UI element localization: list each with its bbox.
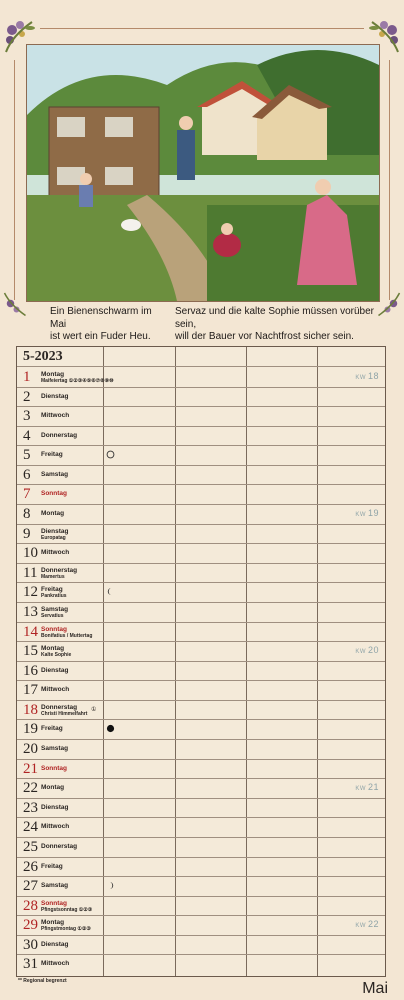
day-name: Dienstag bbox=[41, 392, 69, 400]
proverb-right-line-1: Servaz und die kalte Sophie müssen vorüber sein, bbox=[175, 306, 375, 330]
month-year-header: 5-2023 bbox=[23, 349, 63, 364]
day-number: 4 bbox=[23, 427, 31, 444]
day-name: Mittwoch bbox=[41, 686, 70, 694]
calendar-week-prefix: KW bbox=[355, 649, 366, 656]
proverb-left-line-2: ist wert ein Fuder Heu. bbox=[50, 331, 151, 342]
day-name: Dienstag bbox=[41, 803, 69, 811]
holiday-label: Pfingstsonntag ①②③ bbox=[41, 906, 93, 913]
day-row[interactable] bbox=[17, 837, 385, 857]
proverb-right-line-2: will der Bauer vor Nachtfrost sicher sein. bbox=[175, 331, 354, 342]
day-row[interactable] bbox=[17, 700, 385, 720]
day-row[interactable] bbox=[17, 504, 385, 524]
day-number: 23 bbox=[23, 799, 38, 816]
day-row[interactable] bbox=[17, 563, 385, 583]
moon-phase-full-icon bbox=[106, 450, 115, 459]
day-name: Donnerstag bbox=[41, 566, 78, 574]
day-row[interactable] bbox=[17, 719, 385, 739]
day-row[interactable] bbox=[17, 817, 385, 837]
day-row[interactable] bbox=[17, 778, 385, 798]
day-name: Sonntag bbox=[41, 899, 67, 907]
day-name: Montag bbox=[41, 645, 65, 653]
day-name: Montag bbox=[41, 784, 65, 792]
day-row[interactable] bbox=[17, 954, 385, 974]
holiday-label: Maifeiertag ①②③④⑤⑥⑦⑧⑨⑩ bbox=[41, 378, 114, 384]
day-name: Montag bbox=[41, 371, 65, 378]
day-number: 29 bbox=[23, 917, 38, 934]
calendar-week-label: KW 20 bbox=[355, 645, 379, 656]
proverb-left-line-1: Ein Bienenschwarm im Mai bbox=[50, 306, 152, 330]
day-number: 6 bbox=[23, 466, 31, 483]
day-number: 21 bbox=[23, 760, 38, 777]
holiday-label: Europatag bbox=[41, 534, 66, 541]
day-name: Dienstag bbox=[41, 527, 69, 535]
day-name: Dienstag bbox=[41, 940, 69, 948]
day-number: 20 bbox=[23, 741, 38, 758]
regional-mark-icon: ① bbox=[91, 705, 97, 713]
day-name: Montag bbox=[41, 919, 65, 927]
day-row[interactable] bbox=[17, 602, 385, 622]
day-row[interactable] bbox=[17, 641, 385, 661]
calendar-week-label: KW 21 bbox=[355, 782, 379, 793]
day-row[interactable] bbox=[17, 935, 385, 955]
calendar-week-prefix: KW bbox=[355, 375, 366, 381]
day-number: 16 bbox=[23, 662, 38, 679]
calendar-week-label: KW 18 bbox=[355, 371, 379, 381]
day-name: Dienstag bbox=[41, 666, 69, 674]
day-number: 26 bbox=[23, 858, 38, 875]
day-name: Sonntag bbox=[41, 625, 67, 633]
day-name: Samstag bbox=[41, 470, 69, 478]
frame-line-left bbox=[14, 60, 15, 300]
proverb-right bbox=[175, 306, 395, 344]
day-name: Montag bbox=[41, 510, 65, 518]
day-row[interactable] bbox=[17, 857, 385, 877]
day-name: Mittwoch bbox=[41, 823, 70, 831]
day-row[interactable] bbox=[17, 426, 385, 446]
day-row[interactable] bbox=[17, 406, 385, 426]
day-number: 7 bbox=[23, 486, 31, 503]
day-number: 18 bbox=[23, 701, 38, 718]
day-number: 1 bbox=[23, 369, 31, 385]
day-row[interactable] bbox=[17, 798, 385, 818]
day-number: 30 bbox=[23, 936, 38, 953]
day-number: 9 bbox=[23, 525, 31, 542]
day-number: 14 bbox=[23, 623, 38, 640]
day-number: 17 bbox=[23, 682, 38, 699]
calendar-week-prefix: KW bbox=[355, 923, 366, 930]
holiday-label: Kalte Sophie bbox=[41, 652, 72, 659]
calendar-week-label: KW 22 bbox=[355, 919, 379, 930]
day-number: 24 bbox=[23, 819, 38, 836]
day-name: Donnerstag bbox=[41, 431, 78, 439]
day-name: Freitag bbox=[41, 451, 63, 459]
day-row[interactable] bbox=[17, 915, 385, 935]
holiday-label: Christi Himmelfahrt bbox=[41, 710, 88, 717]
day-name: Samstag bbox=[41, 605, 69, 613]
day-number: 10 bbox=[23, 545, 38, 562]
holiday-label: Bonifatius / Muttertag bbox=[41, 632, 93, 639]
calendar-week-prefix: KW bbox=[355, 512, 366, 519]
day-row[interactable] bbox=[17, 367, 385, 387]
day-number: 31 bbox=[23, 956, 38, 973]
holiday-label: Pfingstmontag ①②③ bbox=[41, 926, 91, 933]
day-name: Samstag bbox=[41, 745, 69, 753]
day-row[interactable] bbox=[17, 543, 385, 563]
day-row[interactable] bbox=[17, 661, 385, 681]
day-number: 3 bbox=[23, 408, 31, 425]
frame-line-right bbox=[389, 60, 390, 300]
day-number: 19 bbox=[23, 721, 38, 738]
day-name: Sonntag bbox=[41, 490, 67, 498]
holiday-label: Servatius bbox=[41, 612, 64, 619]
day-name: Mittwoch bbox=[41, 549, 70, 557]
month-label: Mai bbox=[362, 980, 388, 997]
footnote: ** Regional begrenzt bbox=[18, 978, 67, 984]
proverb-left bbox=[50, 306, 162, 344]
day-number: 2 bbox=[23, 388, 31, 405]
moon-phase-new-icon bbox=[106, 724, 115, 733]
proverbs bbox=[0, 306, 404, 346]
day-number: 25 bbox=[23, 838, 38, 855]
day-name: Freitag bbox=[41, 586, 63, 594]
day-row[interactable] bbox=[17, 582, 385, 602]
day-name: Sonntag bbox=[41, 764, 67, 772]
family-planner-grid bbox=[16, 346, 386, 977]
day-number: 22 bbox=[23, 780, 38, 797]
day-name: Mittwoch bbox=[41, 412, 70, 420]
day-row[interactable] bbox=[17, 465, 385, 485]
day-row[interactable] bbox=[17, 524, 385, 544]
day-row[interactable] bbox=[17, 387, 385, 407]
day-number: 12 bbox=[23, 584, 38, 601]
day-number: 8 bbox=[23, 506, 31, 523]
day-number: 28 bbox=[23, 897, 38, 914]
day-number: 11 bbox=[23, 564, 38, 581]
frame-line-top bbox=[40, 28, 364, 29]
day-name: Freitag bbox=[41, 725, 63, 733]
moon-phase-last-icon bbox=[106, 587, 115, 596]
garden-illustration bbox=[26, 44, 380, 302]
calendar-week-label: KW 19 bbox=[355, 508, 379, 519]
day-row[interactable] bbox=[17, 896, 385, 916]
day-row[interactable] bbox=[17, 876, 385, 896]
day-number: 5 bbox=[23, 447, 31, 464]
day-row[interactable] bbox=[17, 445, 385, 465]
moon-phase-first-icon bbox=[106, 881, 115, 890]
holiday-label: Pankratius bbox=[41, 593, 67, 600]
day-number: 27 bbox=[23, 878, 38, 895]
day-name: Donnerstag bbox=[41, 842, 78, 850]
day-row[interactable] bbox=[17, 739, 385, 759]
day-name: Freitag bbox=[41, 862, 63, 870]
day-row[interactable] bbox=[17, 622, 385, 642]
day-row[interactable] bbox=[17, 680, 385, 700]
day-row[interactable] bbox=[17, 484, 385, 504]
day-name: Donnerstag bbox=[41, 703, 78, 711]
day-row[interactable] bbox=[17, 759, 385, 779]
calendar-week-prefix: KW bbox=[355, 786, 366, 793]
day-name: Mittwoch bbox=[41, 960, 70, 968]
day-number: 13 bbox=[23, 603, 38, 620]
day-number: 15 bbox=[23, 643, 38, 660]
holiday-label: Mamertus bbox=[41, 573, 65, 580]
day-name: Samstag bbox=[41, 882, 69, 890]
